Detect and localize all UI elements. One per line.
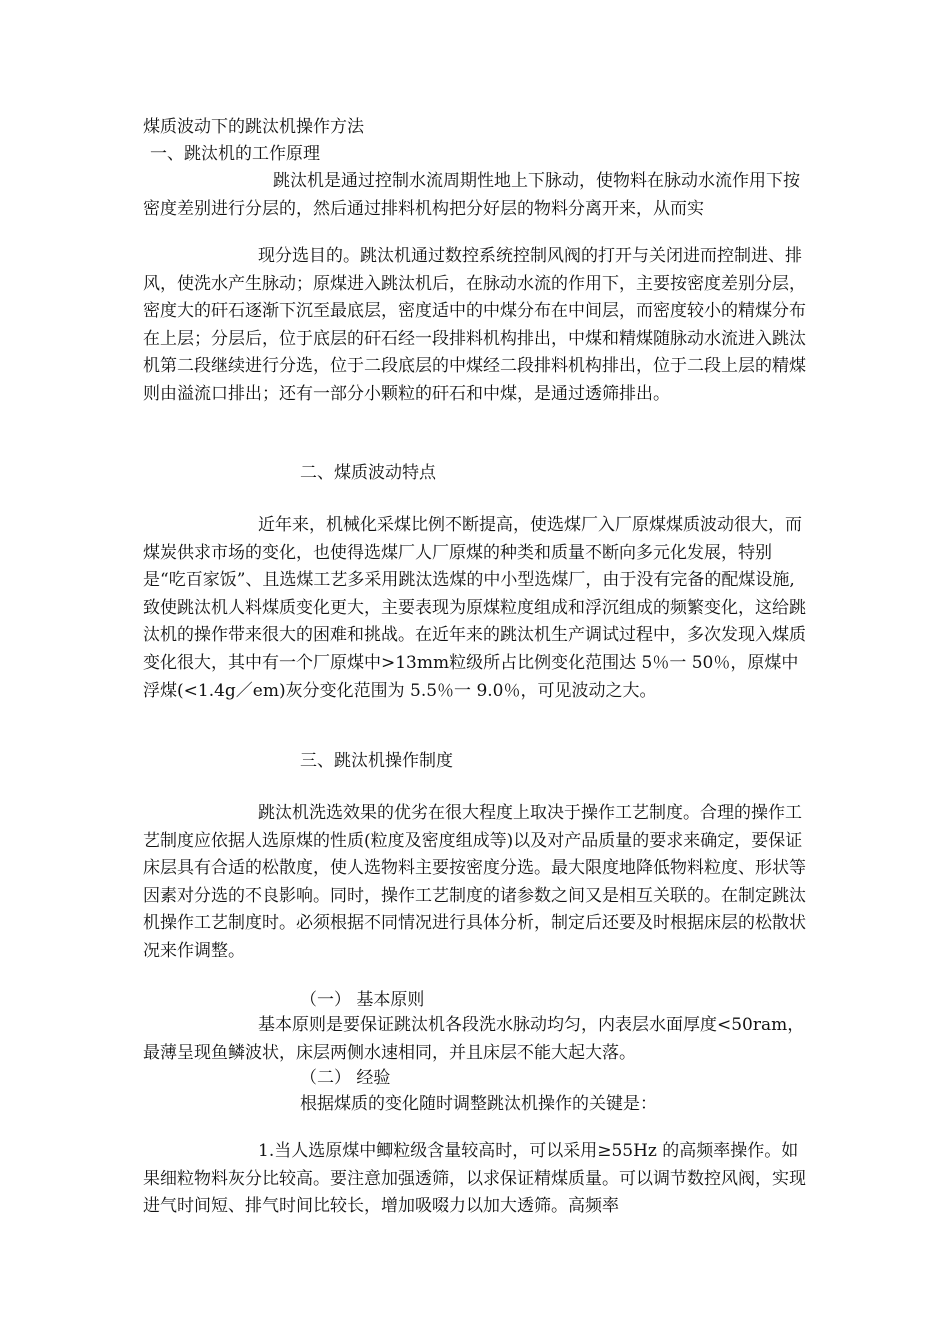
- section-2-paragraph-1: 近年来，机械化采煤比例不断提高，使选煤厂入厂原煤煤质波动很大，而煤炭供求市场的变化，也使得选煤厂人厂原煤的种类和质量不断向多元化发展，特别是“吃百家饭”、且选煤工艺多采用跳汰选煤的中小型选煤厂，由于没有完备的配煤设施,致使跳汰机人料煤质变化更大，主要表现为原煤粒度组成和浮沉组成的频繁变化，这给跳汰机的操作带来很大的困难和挑战。在近年来的跳汰机生产调试过程中，多次发现入煤质变化很大，其中有一个厂原煤中>13mm粒级所占比例变化范围达 5％一 50％，原煤中浮煤(<1.4g／em)灰分变化范围为 5.5％一 9.0％，可见波动之大。: [143, 515, 806, 701]
- list-item-1: 1.当人选原煤中鲫粒级含量较高时，可以采用≥55Hz 的高频率操作。如果细粒物料灰分比较高。要注意加强透筛，以求保证精煤质量。可以调节数控风阀，实现进气时间短、排气时间比较长，增加吸啜力以加大透筛。高频率: [143, 1141, 806, 1217]
- section-3-paragraph-1: 跳汰机洗选效果的优劣在很大程度上取决于操作工艺制度。合理的操作工艺制度应依据人选原煤的性质(粒度及密度组成等)以及对产品质量的要求来确定，要保证床层具有合适的松散度，使人选物料主要按密度分选。最大限度地降低物料粒度、形状等因素对分选的不良影响。同时，操作工艺制度的诸参数之间又是相互关联的。在制定跳汰机操作工艺制度时。必须根据不同情况进行具体分析，制定后还要及时根据床层的松散状况来作调整。: [143, 803, 806, 961]
- subsection-1-heading: （一） 基本原则: [300, 990, 425, 1010]
- document-title: 煤质波动下的跳汰机操作方法: [143, 117, 364, 137]
- section-1-heading: 一、跳汰机的工作原理: [150, 144, 320, 164]
- subsection-2-heading: （二） 经验: [300, 1068, 391, 1088]
- section-2-heading: 二、煤质波动特点: [300, 463, 436, 483]
- section-1-paragraph-1: 跳汰机是通过控制水流周期性地上下脉动，使物料在脉动水流作用下按密度差别进行分层的，然后通过排料机构把分好层的物料分离开来，从而实: [143, 171, 800, 219]
- subsection-2-paragraph: 根据煤质的变化随时调整跳汰机操作的关键是：: [300, 1094, 657, 1114]
- section-1-paragraph-2: 现分选目的。跳汰机通过数控系统控制风阀的打开与关闭进而控制进、排风，使洗水产生脉动；原煤进入跳汰机后，在脉动水流的作用下，主要按密度差别分层，密度大的矸石逐渐下沉至最底层，密度适中的中煤分布在中间层，而密度较小的精煤分布在上层；分层后，位于底层的矸石经一段排料机构排出，中煤和精煤随脉动水流进入跳汰机第二段继续进行分选，位于二段底层的中煤经二段排料机构排出，位于二段上层的精煤则由溢流口排出；还有一部分小颗粒的矸石和中煤，是通过透筛排出。: [143, 246, 806, 404]
- subsection-1-paragraph: 基本原则是要保证跳汰机各段洗水脉动均匀，内表层水面厚度<50ram，最薄呈现鱼鳞波状，床层两侧水速相同，并且床层不能大起大落。: [143, 1015, 805, 1063]
- section-3-heading: 三、跳汰机操作制度: [300, 751, 453, 771]
